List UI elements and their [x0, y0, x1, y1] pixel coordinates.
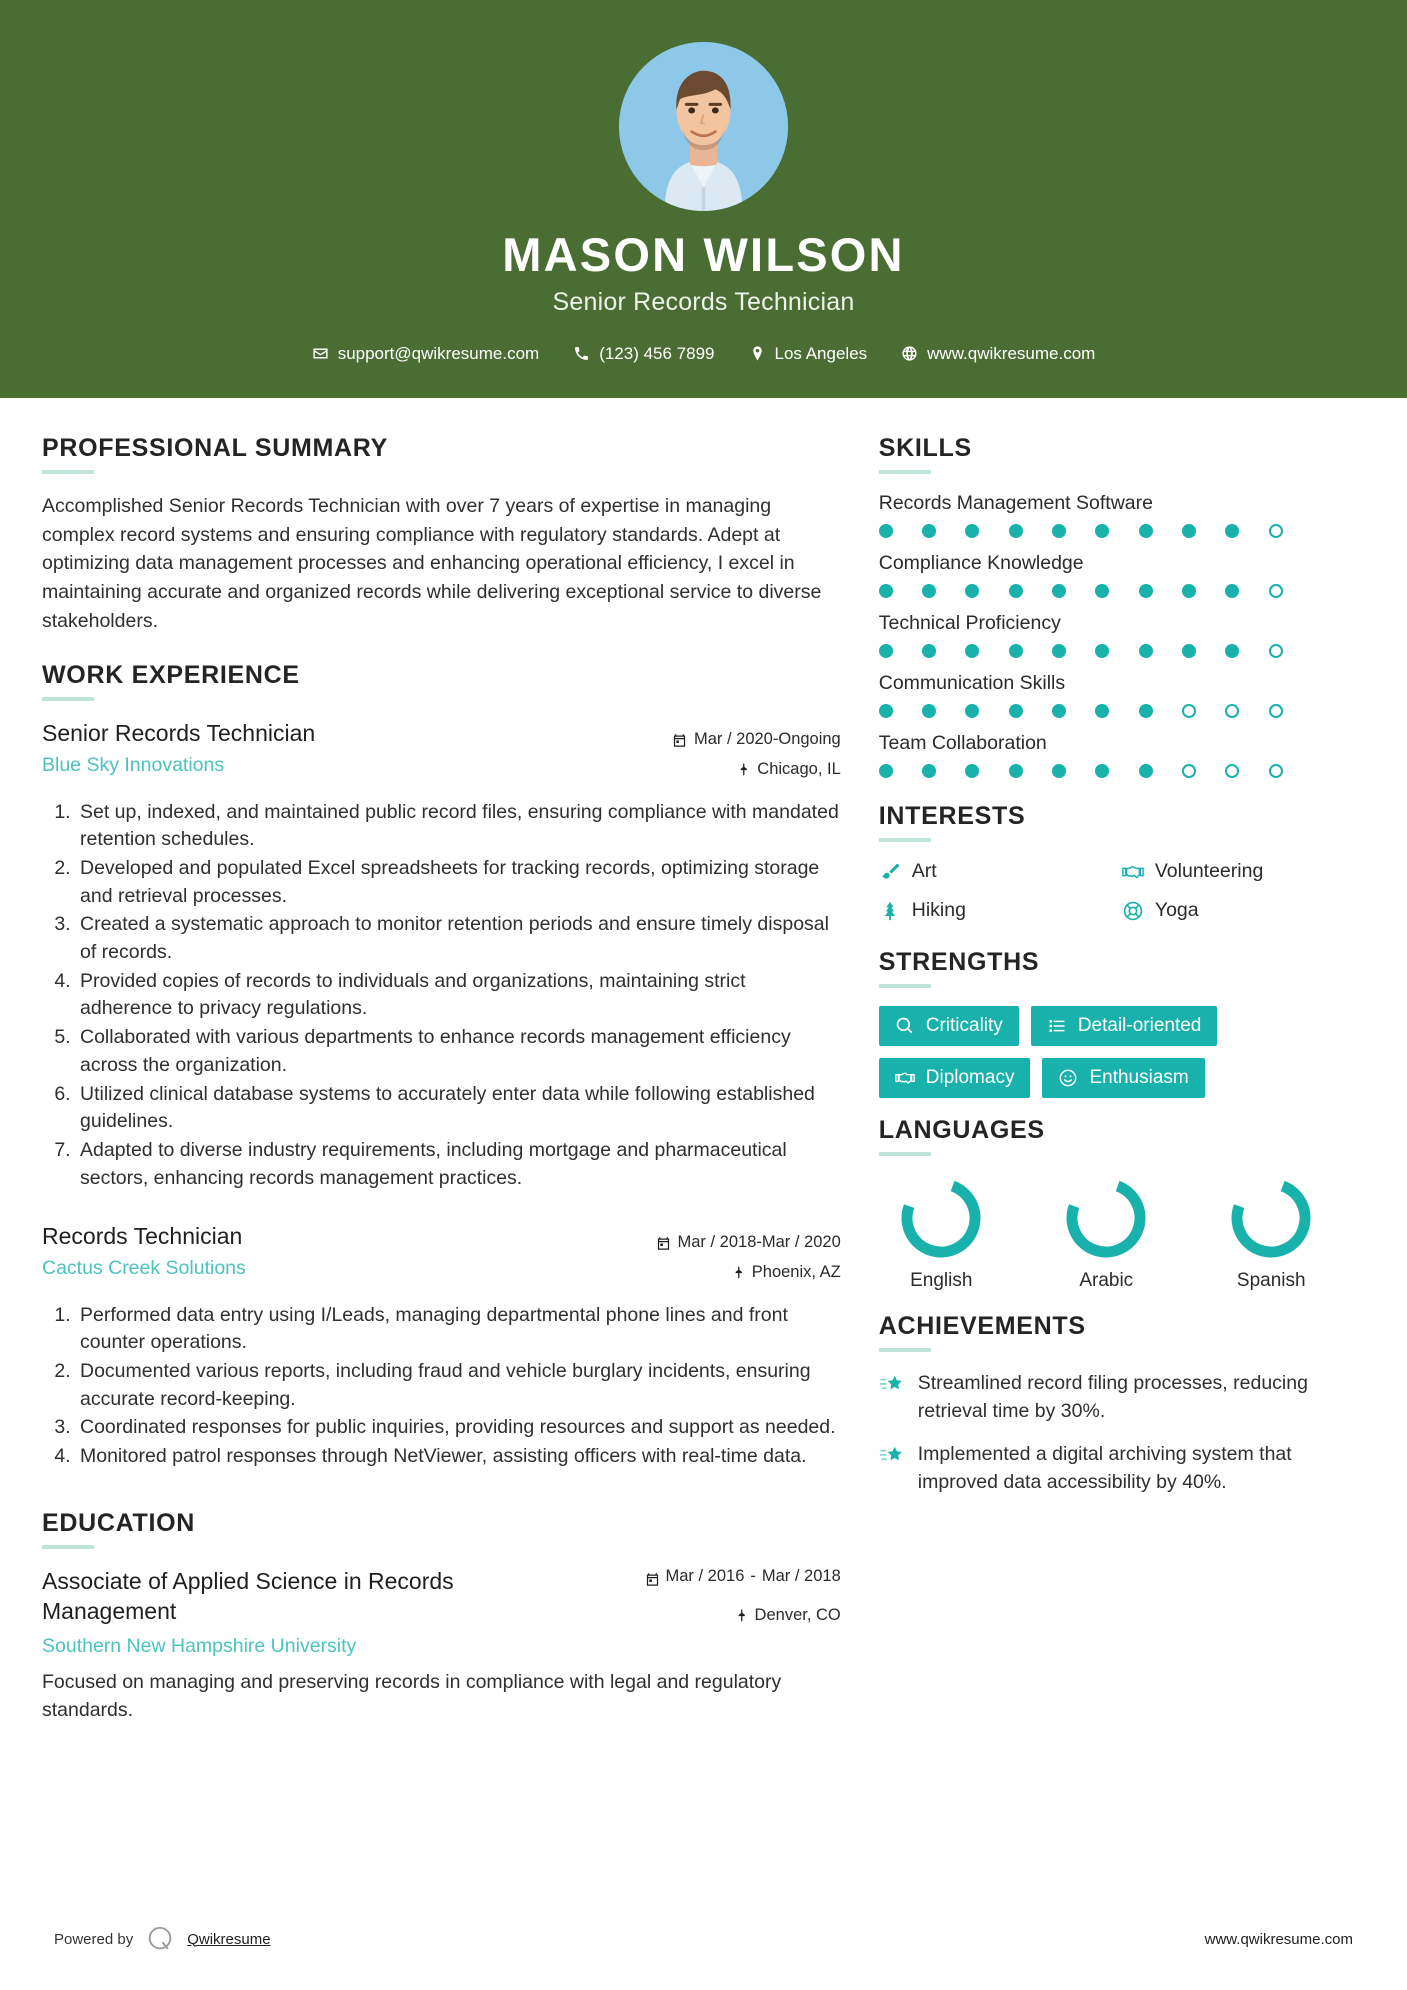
job-dates-row	[631, 1228, 841, 1258]
section-strengths	[879, 948, 1365, 1098]
rating-dot-empty	[1182, 764, 1196, 778]
interests-list	[879, 860, 1365, 938]
section-heading-work: WORK EXPERIENCE	[42, 661, 300, 690]
list-item: 3. Created a systematic approach to monitor retention periods and ensure timely disposal of records.	[76, 911, 841, 966]
section-professional-summary	[42, 434, 841, 635]
strength-badge-enthusiasm[interactable]	[1042, 1058, 1204, 1098]
language-name: Spanish	[1236, 1270, 1306, 1291]
section-education	[42, 1509, 841, 1724]
phone-icon	[573, 345, 590, 362]
skill-item	[879, 672, 1365, 718]
rating-dot-filled	[1095, 584, 1109, 598]
rating-dot-filled	[922, 704, 936, 718]
right-column	[879, 434, 1365, 1924]
rating-dot-filled	[1009, 704, 1023, 718]
language-name: English	[910, 1270, 973, 1291]
map-pin-icon	[749, 345, 766, 362]
summary-text: Accomplished Senior Records Technician with over 7 years of expertise in managing complex record systems and ensuring compliance with regulatory standards. Adept at optimizing data management processes and enhancing operational efficiency, I excel in maintaining accurate and organized records while delivering exceptional service to diverse stakeholders.	[42, 495, 822, 632]
language-item	[879, 1174, 1004, 1292]
section-work-experience	[42, 661, 841, 1471]
calendar-icon	[645, 1572, 660, 1587]
education-date-end	[762, 1567, 841, 1587]
contact-location	[732, 344, 885, 364]
language-name: Arabic	[1079, 1270, 1134, 1291]
rating-dot-filled	[965, 644, 979, 658]
skill-rating	[879, 584, 1283, 598]
list-item: 1. Performed data entry using I/Leads, managing departmental phone lines and front counter operations.	[76, 1302, 841, 1357]
job-dates: Mar / 2018-Mar / 2020	[677, 1233, 841, 1252]
page-title: MASON WILSON	[502, 228, 905, 281]
job-entry	[42, 719, 841, 1192]
section-heading-interests: INTERESTS	[878, 802, 1026, 830]
footer-brand-link[interactable]: Qwikresume	[187, 1930, 271, 1948]
pushpin-icon	[733, 1608, 748, 1623]
rating-dot-filled	[1225, 584, 1239, 598]
contact-email[interactable]	[295, 344, 557, 364]
rating-dot-filled	[1139, 644, 1153, 658]
rating-dot-filled	[1052, 524, 1066, 538]
rating-dot-filled	[1009, 644, 1023, 658]
resume-header	[0, 0, 1407, 398]
language-progress-ring	[1062, 1174, 1150, 1262]
section-rule	[879, 1152, 931, 1156]
tree-icon	[879, 900, 901, 922]
skill-item	[879, 552, 1365, 598]
contact-location-text: Los Angeles	[774, 343, 868, 363]
list-item: 1. Set up, indexed, and maintained public record files, ensuring compliance with mandated retention schedules.	[76, 799, 841, 854]
languages-list	[879, 1174, 1365, 1292]
contact-bar	[295, 344, 1113, 364]
rating-dot-filled	[965, 584, 979, 598]
section-rule	[42, 1545, 94, 1549]
strength-badge-detail-oriented[interactable]	[1031, 1006, 1218, 1046]
resume-body	[0, 398, 1407, 1924]
rating-dot-empty	[1269, 584, 1283, 598]
job-title: Records Technician	[42, 1223, 243, 1250]
interest-label: Yoga	[1154, 899, 1199, 921]
section-rule	[879, 984, 931, 988]
education-date-start	[666, 1567, 745, 1587]
job-location: Chicago, IL	[757, 759, 841, 778]
language-item	[1044, 1174, 1169, 1292]
rating-dot-filled	[922, 524, 936, 538]
rating-dot-filled	[1139, 584, 1153, 598]
date-separator: -	[750, 1567, 756, 1586]
job-bullet-list	[42, 799, 841, 1193]
strength-label: Criticality	[925, 1015, 1003, 1036]
education-school: Southern New Hampshire University	[42, 1634, 357, 1657]
rating-dot-filled	[1225, 524, 1239, 538]
education-meta	[645, 1567, 841, 1631]
strengths-list	[879, 1006, 1365, 1098]
language-progress-ring	[897, 1174, 985, 1262]
list-icon	[1047, 1016, 1067, 1036]
interest-label: Art	[911, 860, 937, 882]
footer-website[interactable]: www.qwikresume.com	[1204, 1930, 1353, 1948]
education-entry	[42, 1567, 841, 1658]
skill-rating	[879, 644, 1283, 658]
pushpin-icon	[735, 762, 750, 777]
list-item: 3. Coordinated responses for public inquiries, providing resources and support as needed.	[76, 1414, 841, 1442]
skill-item	[879, 732, 1365, 778]
rating-dot-filled	[1139, 764, 1153, 778]
job-dates: Mar / 2020-Ongoing	[693, 730, 841, 749]
contact-email-text: support@qwikresume.com	[337, 343, 540, 363]
job-location-row	[631, 755, 841, 785]
rating-dot-filled	[1225, 644, 1239, 658]
job-entry	[42, 1222, 841, 1471]
section-rule	[42, 697, 94, 701]
rating-dot-filled	[879, 704, 893, 718]
rating-dot-filled	[879, 764, 893, 778]
skill-name: Communication Skills	[878, 672, 1066, 694]
interest-item-yoga	[1122, 899, 1365, 922]
skill-name: Team Collaboration	[878, 732, 1047, 754]
section-achievements	[879, 1312, 1365, 1497]
rating-dot-filled	[879, 644, 893, 658]
rating-dot-filled	[922, 644, 936, 658]
interest-label: Hiking	[911, 899, 966, 921]
rating-dot-empty	[1182, 704, 1196, 718]
section-rule	[879, 838, 931, 842]
rating-dot-filled	[1052, 704, 1066, 718]
list-item: 4. Monitored patrol responses through NetViewer, assisting officers with real-time data.	[76, 1443, 841, 1471]
interest-item-volunteering	[1122, 860, 1365, 883]
language-item	[1209, 1174, 1334, 1292]
skill-rating	[879, 764, 1283, 778]
page-footer	[0, 1924, 1407, 1990]
rating-dot-filled	[1139, 524, 1153, 538]
footer-powered-by-label: Powered by	[54, 1930, 134, 1948]
job-meta	[631, 719, 841, 784]
section-heading-education: EDUCATION	[42, 1508, 196, 1537]
rating-dot-empty	[1225, 764, 1239, 778]
rating-dot-filled	[1009, 764, 1023, 778]
rating-dot-filled	[1182, 524, 1196, 538]
section-rule	[42, 470, 94, 474]
interest-item-hiking	[879, 899, 1122, 922]
skill-item	[879, 612, 1365, 658]
job-title: Senior Records Technician	[42, 720, 316, 747]
achievement-item	[879, 1441, 1365, 1496]
rating-dot-filled	[1052, 584, 1066, 598]
job-location-row	[631, 1258, 841, 1288]
list-item: 2. Developed and populated Excel spreadsheets for tracking records, optimizing storage and retrieval processes.	[76, 855, 841, 910]
skill-rating	[879, 704, 1283, 718]
paint-brush-icon	[879, 861, 901, 883]
job-company: Cactus Creek Solutions	[42, 1257, 246, 1280]
section-rule	[879, 1348, 931, 1352]
strength-label: Detail-oriented	[1077, 1015, 1202, 1036]
rating-dot-filled	[1009, 524, 1023, 538]
education-location-row	[645, 1601, 841, 1631]
contact-phone[interactable]	[556, 344, 731, 364]
education-degree: Associate of Applied Science in Records Management	[42, 1567, 454, 1624]
job-dates-row	[631, 725, 841, 755]
section-heading-languages: LANGUAGES	[878, 1116, 1045, 1144]
rating-dot-empty	[1269, 524, 1283, 538]
rating-dot-filled	[965, 524, 979, 538]
achievement-item	[879, 1370, 1365, 1425]
list-item: 7. Adapted to diverse industry requirements, including mortgage and pharmaceutical sectors, enhancing records management practices.	[76, 1137, 841, 1192]
list-item: 5. Collaborated with various departments to enhance records management efficiency across the organization.	[76, 1024, 841, 1079]
achievement-text: Implemented a digital archiving system that improved data accessibility by 40%.	[917, 1443, 1292, 1494]
interest-item-art	[879, 860, 1122, 883]
rating-dot-filled	[922, 584, 936, 598]
language-progress-ring	[1227, 1174, 1315, 1262]
achievement-text: Streamlined record filing processes, reducing retrieval time by 30%.	[917, 1372, 1308, 1422]
qwikresume-logo-icon	[145, 1924, 175, 1954]
job-bullet-list	[42, 1302, 841, 1471]
rating-dot-filled	[922, 764, 936, 778]
rating-dot-filled	[1095, 524, 1109, 538]
smiley-icon	[1058, 1068, 1078, 1088]
education-titles	[42, 1567, 542, 1658]
education-dates-row	[645, 1567, 841, 1587]
contact-website-text: www.qwikresume.com	[927, 343, 1096, 363]
profile-photo-icon	[619, 42, 788, 211]
strength-badge-diplomacy[interactable]	[879, 1058, 1031, 1098]
job-header	[42, 719, 841, 784]
rating-dot-filled	[965, 764, 979, 778]
contact-phone-text: (123) 456 7899	[599, 343, 715, 363]
search-icon	[895, 1016, 915, 1036]
pushpin-icon	[730, 1265, 745, 1280]
skills-list	[879, 492, 1365, 778]
calendar-icon	[672, 733, 687, 748]
star-shooting-icon	[879, 1372, 905, 1398]
section-heading-skills: SKILLS	[878, 434, 972, 462]
list-item: 6. Utilized clinical database systems to accurately enter data while following established guidelines.	[76, 1081, 841, 1136]
section-heading-strengths: STRENGTHS	[878, 948, 1040, 976]
skill-name: Compliance Knowledge	[878, 552, 1084, 574]
contact-website[interactable]	[884, 344, 1112, 364]
education-date-end-text: Mar / 2018	[761, 1566, 841, 1585]
rating-dot-filled	[965, 704, 979, 718]
handshake-icon	[1122, 861, 1144, 883]
job-role-subtitle: Senior Records Technician	[552, 287, 855, 316]
star-shooting-icon	[879, 1443, 905, 1469]
rating-dot-filled	[1095, 764, 1109, 778]
skill-name: Records Management Software	[878, 492, 1153, 514]
job-meta	[631, 1222, 841, 1287]
rating-dot-empty	[1269, 704, 1283, 718]
rating-dot-filled	[1095, 644, 1109, 658]
education-date-start-text: Mar / 2016	[665, 1566, 745, 1585]
strength-badge-criticality[interactable]	[879, 1006, 1019, 1046]
rating-dot-filled	[1052, 764, 1066, 778]
section-rule	[879, 470, 931, 474]
list-item: 2. Documented various reports, including fraud and vehicle burglary incidents, ensuring accurate record-keeping.	[76, 1358, 841, 1413]
rating-dot-filled	[879, 584, 893, 598]
rating-dot-empty	[1269, 644, 1283, 658]
rating-dot-filled	[1139, 704, 1153, 718]
rating-dot-filled	[1095, 704, 1109, 718]
skill-rating	[879, 524, 1283, 538]
strength-label: Enthusiasm	[1089, 1067, 1189, 1088]
job-titles	[42, 719, 631, 777]
calendar-icon	[656, 1236, 671, 1251]
job-company: Blue Sky Innovations	[42, 754, 225, 777]
section-languages	[879, 1116, 1365, 1292]
footer-branding	[54, 1924, 271, 1954]
envelope-icon	[312, 345, 329, 362]
rating-dot-filled	[879, 524, 893, 538]
section-heading-achievements: ACHIEVEMENTS	[878, 1312, 1086, 1340]
strength-label: Diplomacy	[925, 1067, 1015, 1088]
skill-name: Technical Proficiency	[878, 612, 1061, 634]
job-header	[42, 1222, 841, 1287]
education-description: Focused on managing and preserving records in compliance with legal and regulatory standards.	[42, 1670, 782, 1721]
rating-dot-filled	[1052, 644, 1066, 658]
rating-dot-filled	[1009, 584, 1023, 598]
rating-dot-filled	[1182, 584, 1196, 598]
life-ring-icon	[1122, 900, 1144, 922]
globe-icon	[901, 345, 918, 362]
interest-label: Volunteering	[1154, 860, 1264, 882]
list-item: 4. Provided copies of records to individuals and organizations, maintaining strict adherence to privacy regulations.	[76, 968, 841, 1023]
section-skills	[879, 434, 1365, 778]
rating-dot-empty	[1269, 764, 1283, 778]
rating-dot-empty	[1225, 704, 1239, 718]
job-titles	[42, 1222, 631, 1280]
job-location: Phoenix, AZ	[751, 1262, 841, 1281]
rating-dot-filled	[1182, 644, 1196, 658]
handshake-icon	[895, 1068, 915, 1088]
skill-item	[879, 492, 1365, 538]
avatar	[619, 42, 788, 211]
section-interests	[879, 802, 1365, 938]
section-heading-summary: PROFESSIONAL SUMMARY	[42, 434, 388, 462]
left-column	[42, 434, 841, 1924]
education-location: Denver, CO	[754, 1605, 841, 1624]
